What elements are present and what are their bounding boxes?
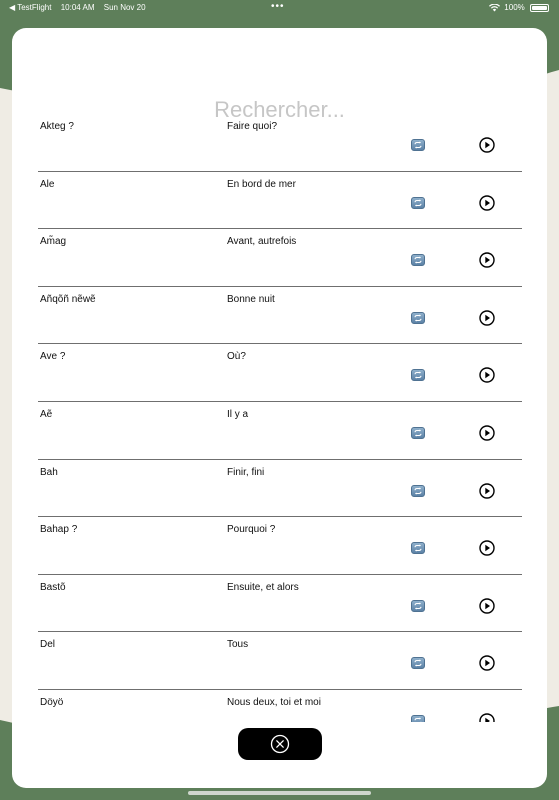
list-item[interactable] — [38, 229, 522, 287]
entry-word: Bahap ? — [40, 524, 78, 536]
entry-translation: Tous — [227, 639, 249, 651]
repeat-button[interactable] — [411, 369, 425, 381]
list-item[interactable] — [38, 114, 522, 172]
repeat-button[interactable] — [411, 197, 425, 209]
repeat-button[interactable] — [411, 139, 425, 151]
list-item[interactable] — [38, 517, 522, 575]
entry-translation: En bord de mer — [227, 178, 296, 190]
repeat-button[interactable] — [411, 542, 425, 554]
list-item[interactable] — [38, 575, 522, 633]
status-bar — [0, 0, 559, 16]
play-icon — [479, 540, 495, 556]
play-button[interactable] — [479, 483, 495, 499]
entry-translation: Finir, fini — [227, 466, 265, 478]
entry-word: Döyö — [40, 696, 64, 708]
repeat-icon — [413, 256, 423, 264]
entry-word: Akteg ? — [40, 121, 74, 132]
entry-word: Bah — [40, 466, 58, 478]
entry-word: Am̃ag — [40, 236, 67, 248]
repeat-button[interactable] — [411, 312, 425, 324]
status-left — [9, 0, 153, 16]
repeat-button[interactable] — [411, 600, 425, 612]
play-button[interactable] — [479, 367, 495, 383]
play-button[interactable] — [479, 137, 495, 153]
entry-translation: Pourquoi ? — [227, 524, 276, 536]
repeat-icon — [413, 314, 423, 322]
repeat-icon — [413, 602, 423, 610]
repeat-icon — [413, 717, 423, 722]
play-icon — [479, 367, 495, 383]
home-indicator[interactable] — [188, 791, 371, 795]
play-button[interactable] — [479, 598, 495, 614]
status-date: Sun Nov 20 — [103, 3, 146, 12]
play-icon — [479, 655, 495, 671]
battery-icon — [530, 4, 549, 12]
play-button[interactable] — [479, 713, 495, 722]
status-right — [489, 0, 549, 16]
repeat-icon — [413, 429, 423, 437]
entry-word: Ave ? — [40, 351, 66, 363]
repeat-button[interactable] — [411, 485, 425, 497]
play-button[interactable] — [479, 540, 495, 556]
entry-translation: Faire quoi? — [227, 121, 278, 132]
list-item[interactable] — [38, 632, 522, 690]
list-item[interactable] — [38, 287, 522, 345]
repeat-icon — [413, 659, 423, 667]
play-button[interactable] — [479, 655, 495, 671]
repeat-icon — [413, 141, 423, 149]
entry-translation: Nous deux, toi et moi — [227, 696, 321, 708]
phrase-list[interactable] — [38, 114, 522, 722]
entry-word: Bastõ — [40, 581, 66, 593]
play-icon — [479, 310, 495, 326]
close-circle-icon — [270, 734, 290, 754]
play-icon — [479, 713, 495, 722]
status-time: 10:04 AM — [60, 3, 95, 12]
entry-translation: Bonne nuit — [227, 293, 275, 305]
play-icon — [479, 137, 495, 153]
play-button[interactable] — [479, 425, 495, 441]
entry-word: Añqõñ nẽwẽ — [40, 293, 96, 305]
repeat-button[interactable] — [411, 254, 425, 266]
play-button[interactable] — [479, 310, 495, 326]
entry-word: Del — [40, 639, 56, 651]
play-icon — [479, 252, 495, 268]
testflight-back-link[interactable]: ◀ TestFlight — [9, 3, 52, 12]
list-item[interactable] — [38, 402, 522, 460]
modal-sheet — [12, 28, 547, 788]
entry-translation: Il y a — [227, 408, 249, 420]
entry-translation: Où? — [227, 351, 246, 363]
repeat-icon — [413, 544, 423, 552]
repeat-button[interactable] — [411, 657, 425, 669]
play-button[interactable] — [479, 195, 495, 211]
wifi-icon — [489, 4, 500, 12]
entry-translation: Ensuite, et alors — [227, 581, 299, 593]
close-button[interactable] — [238, 728, 322, 760]
repeat-icon — [413, 487, 423, 495]
repeat-button[interactable] — [411, 427, 425, 439]
play-icon — [479, 483, 495, 499]
battery-percent: 100% — [504, 3, 525, 12]
repeat-icon — [413, 371, 423, 379]
play-icon — [479, 598, 495, 614]
repeat-icon — [413, 199, 423, 207]
entry-word: Ale — [40, 178, 55, 190]
list-item[interactable] — [38, 344, 522, 402]
entry-word: Aẽ — [40, 408, 53, 420]
list-item[interactable] — [38, 690, 522, 722]
list-item[interactable] — [38, 172, 522, 230]
play-icon — [479, 425, 495, 441]
play-button[interactable] — [479, 252, 495, 268]
list-item[interactable] — [38, 460, 522, 518]
play-icon — [479, 195, 495, 211]
entry-translation: Avant, autrefois — [227, 236, 297, 248]
multitasking-dots[interactable]: ••• — [271, 1, 285, 12]
repeat-button[interactable] — [411, 715, 425, 722]
